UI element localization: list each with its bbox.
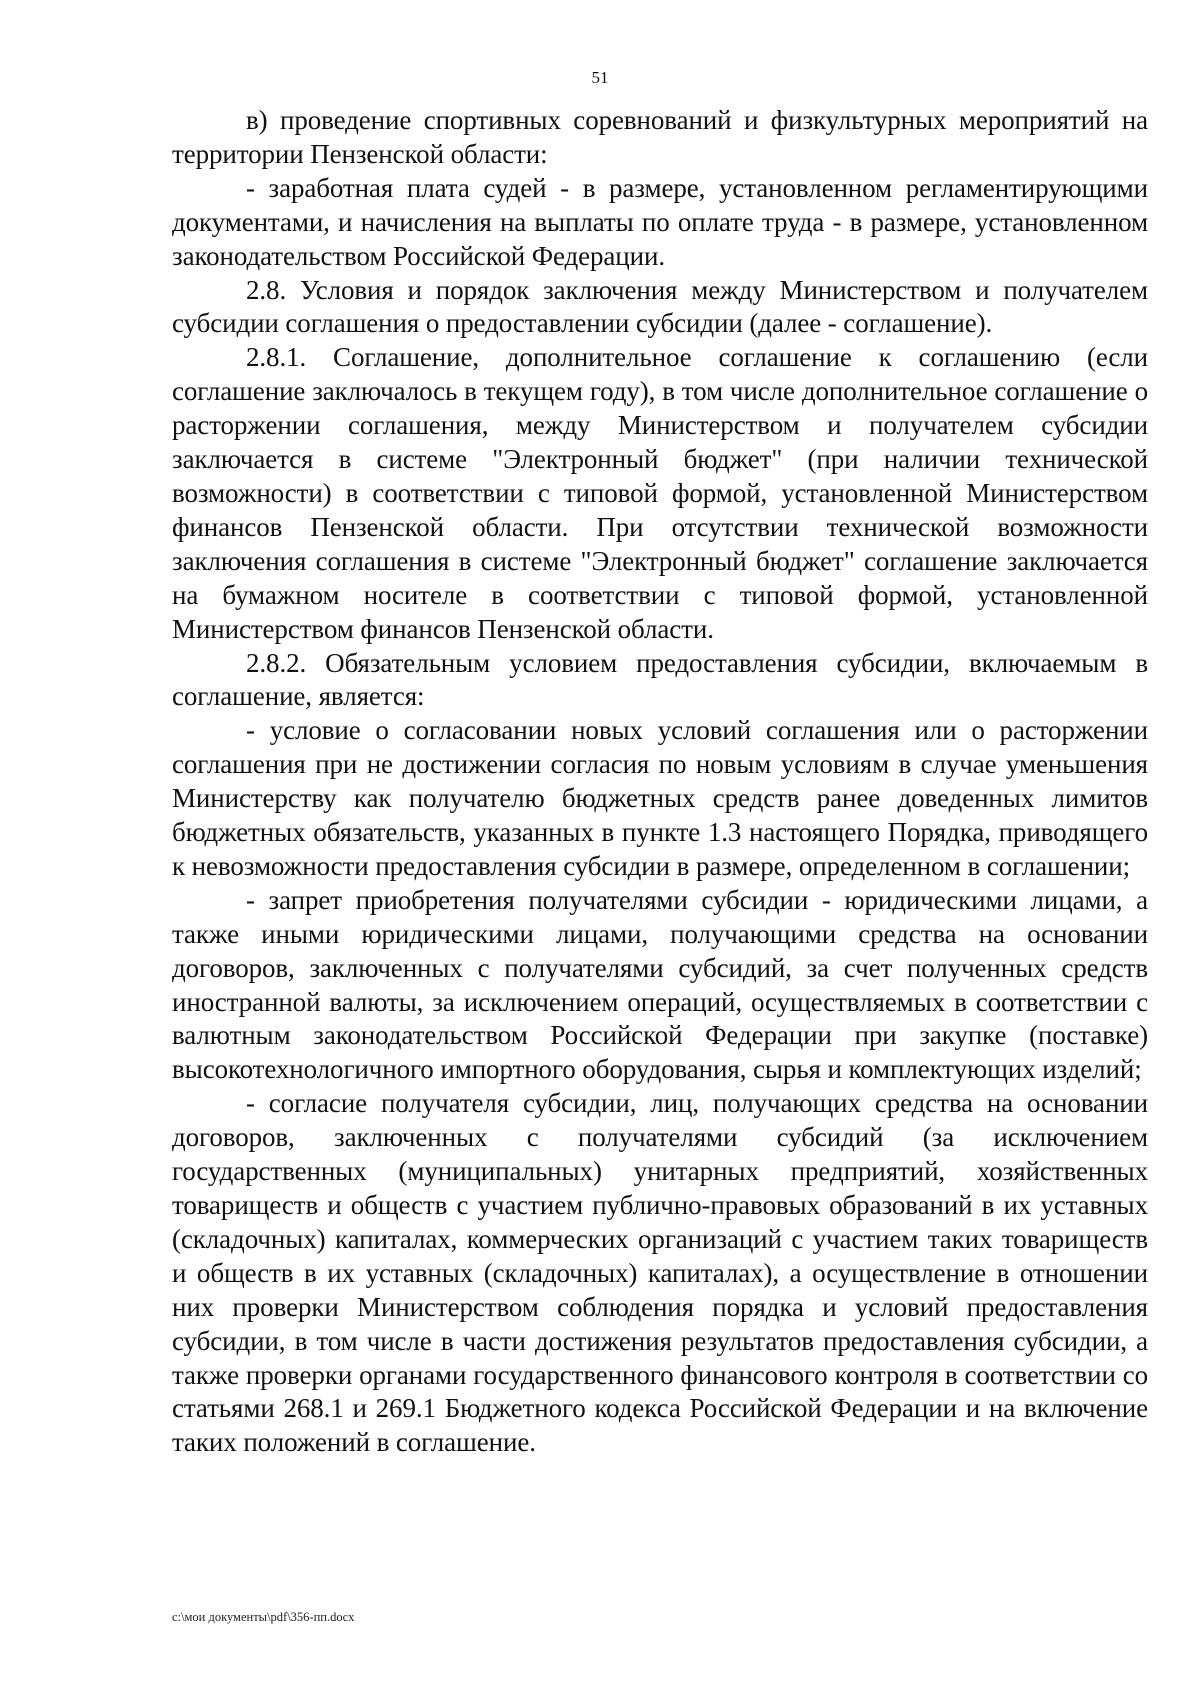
paragraph-judges-salary: - заработная плата судей - в размере, установленном регламентирующими документами, и начисления на выплаты по оплате труда - в размере, установленном законодательством Российской Федерации. bbox=[172, 172, 1148, 271]
page-number: 51 bbox=[591, 68, 609, 87]
paragraph-consent-inspection: - согласие получателя субсидии, лиц, получающих средства на основании договоров, заключенных с получателями субсидий (за исключением государственных (муниципальных) унитарных предприятий, хозяйственных товариществ и обществ с участием публично-правовых образований в их уставных (складочных) капиталах, коммерческих организаций с участием таких товариществ и обществ в их уставных (складочных) капиталах), а осуществление в отношении них проверки Министерством соблюдения порядка и условий предоставления субсидии, в том числе в части достижения результатов предоставления субсидии, а также проверки органами государственного финансового контроля в соответствии со статьями 268.1 и 269.1 Бюджетного кодекса Российской Федерации и на включение таких положений в соглашение. bbox=[172, 1088, 1148, 1458]
paragraph-sports-events: в) проведение спортивных соревнований и физкультурных мероприятий на территории Пензенской области: bbox=[172, 105, 1148, 169]
document-body bbox=[172, 104, 1148, 1460]
paragraph-condition-agreement: - условие о согласовании новых условий соглашения или о расторжении соглашения при не достижении согласия по новым условиям в случае уменьшения Министерству как получателю бюджетных средств ранее доведенных лимитов бюджетных обязательств, указанных в пункте 1.3 настоящего Порядка, приводящего к невозможности предоставления субсидии в размере, определенном в соглашении; bbox=[172, 715, 1148, 881]
paragraph-currency-ban: - запрет приобретения получателями субсидии - юридическими лицами, а также иными юридическими лицами, получающими средства на основании договоров, заключенных с получателями субсидий, за счет полученных средств иностранной валюты, за исключением операций, осуществляемых в соответствии с валютным законодательством Российской Федерации при закупке (поставке) высокотехнологичного импортного оборудования, сырья и комплектующих изделий; bbox=[172, 884, 1148, 1085]
paragraph-2-8-1: 2.8.1. Соглашение, дополнительное соглашение к соглашению (если соглашение заключалось в текущем году), в том числе дополнительное соглашение о расторжении соглашения, между Министерством и получателем субсидии заключается в системе "Электронный бюджет" (при наличии технической возможности) в соответствии с типовой формой, установленной Министерством финансов Пензенской области. При отсутствии технической возможности заключения соглашения в системе "Электронный бюджет" соглашение заключается на бумажном носителе в соответствии с типовой формой, установленной Министерством финансов Пензенской области. bbox=[172, 342, 1148, 644]
footer-file-path: c:\мои документы\pdf\356-пп.docx bbox=[172, 1610, 355, 1624]
paragraph-2-8: 2.8. Условия и порядок заключения между Министерством и получателем субсидии соглашения о предоставлении субсидии (далее - соглашение). bbox=[172, 274, 1148, 339]
paragraph-2-8-2: 2.8.2. Обязательным условием предоставления субсидии, включаемым в соглашение, является: bbox=[172, 647, 1148, 712]
